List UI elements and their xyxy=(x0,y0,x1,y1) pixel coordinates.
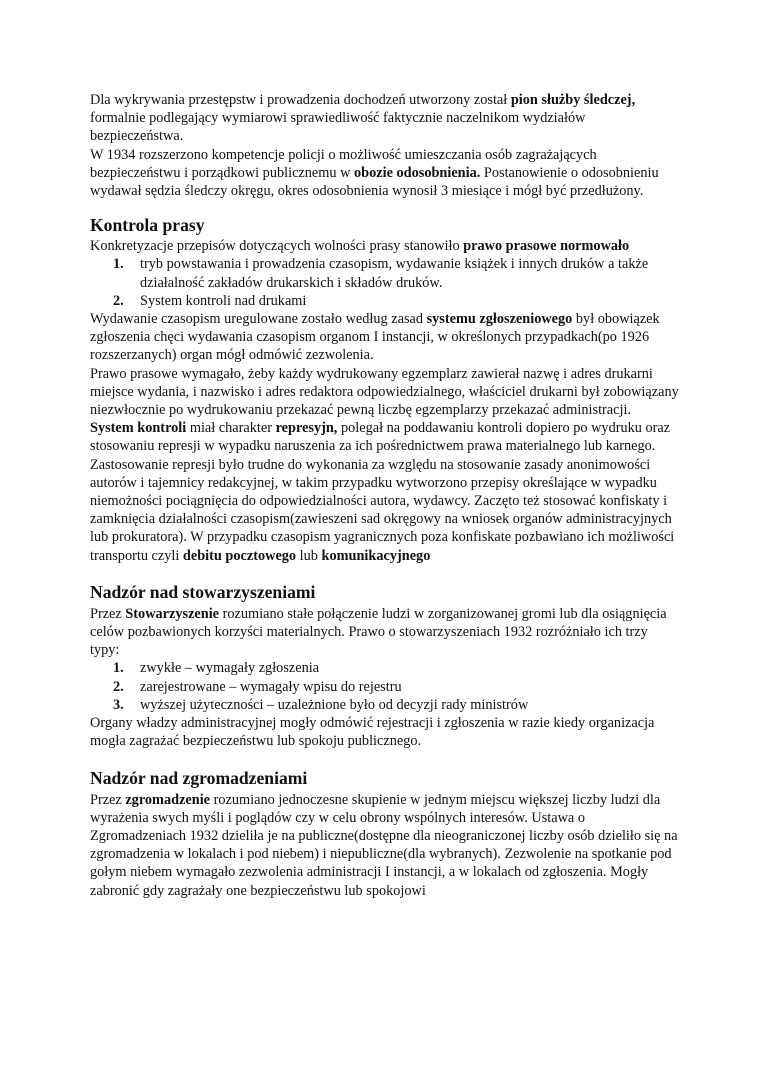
intro-paragraph-2: W 1934 rozszerzono kompetencje policji o możliwość umieszczania osób zagrażających bezpieczeństwu i porządkowi publicznemu w obozie odosobnienia. Postanowienie o odosobnieniu wydawał sędzia śledczy okręgu, okres odosobnienia wynosił 3 miesiące i mógł być przedłużony. xyxy=(90,146,659,200)
list-item: 3. wyższej użyteczności – uzależnione było od decyzji rady ministrów xyxy=(113,696,529,713)
associations-list xyxy=(90,659,680,714)
list-item: 2. zarejestrowane – wymagały wpisu do rejestru xyxy=(113,678,402,695)
press-list xyxy=(90,255,680,310)
list-item: 1. tryb powstawania i prowadzenia czasopism, wydawanie książek i innych druków a także działalność zakładów drukarskich i składów druków. xyxy=(113,256,649,291)
press-paragraph-1: Konkretyzacje przepisów dotyczących wolności prasy stanowiło prawo prasowe normowało xyxy=(90,238,630,255)
press-paragraph-3: Prawo prasowe wymagało, żeby każdy wydrukowany egzemplarz zawierał nazwę i adres drukarni miejsce wydania, i nazwisko i adres redaktora odpowiedzialnego, właściciel drukarni był zobowiązany niezwłocznie po wydrukowaniu przekazać pewną liczbę egzemplarzy przekazać administracji. xyxy=(90,365,679,419)
heading-assemblies: Nadzór nad zgromadzeniami xyxy=(90,767,308,788)
assemblies-paragraph-1: Przez zgromadzenie rozumiano jednoczesne skupienie w jednym miejscu większej liczby ludzi dla wyrażenia swych myśli i poglądów czy w celu obrony wspólnych interesów. Ustawa o Zgromadzeniach 1932 dzieliła je na publiczne(dostępne dla nieograniczonej liczby osób dzieliło się na zgromadzenia w lokalach i pod niebem) i niepubliczne(dla wybranych). Zezwolenie na spotkanie pod gołym niebem wymagało zezwolenia administracji I instancji, a w lokalach od zgłoszenia. Mogły zabronić gdy zagrażały one bezpieczeństwu lub spokojowi xyxy=(90,791,678,899)
document-content xyxy=(90,91,680,900)
press-paragraph-5: Zastosowanie represji było trudne do wykonania za względu na stosowanie zasady anonimowości autorów i tajemnicy redakcyjnej, w takim przypadku wytworzono przepisy określające w wypadku niemożności pociągnięcia do odpowiedzialności autora, wydawcy. Zaczęto też stosować konfiskaty i zamknięcia działalności czasopism(zawieszeni sad okręgowy na wniosek organów administracyjnych lub prokuratora). W przypadku czasopism yagranicznych poza konfiskate pozbawiano ich możliwości transportu czyli debitu pocztowego lub komunikacyjnego xyxy=(90,456,675,564)
heading-associations: Nadzór nad stowarzyszeniami xyxy=(90,581,316,602)
list-item: 1. zwykłe – wymagały zgłoszenia xyxy=(113,660,320,677)
press-paragraph-4: System kontroli miał charakter represyjn, polegał na poddawaniu kontroli dopiero po wydruku oraz stosowaniu represji w wypadku naruszenia za ich pośrednictwem prawa materialnego lub karnego. xyxy=(90,420,671,455)
associations-paragraph-2: Organy władzy administracyjnej mogły odmówić rejestracji i zgłoszenia w razie kiedy organizacja mogła zagrażać bezpieczeństwu lub spokoju publicznego. xyxy=(90,715,655,750)
press-paragraph-2: Wydawanie czasopism uregulowane zostało według zasad systemu zgłoszeniowego był obowiązek zgłoszenia chęci wydawania czasopism organom I instancji, w określonych przypadkach(po 1926 rozszerzanych) organ mógł odmówić zezwolenia. xyxy=(90,311,660,364)
list-item: 2. System kontroli nad drukami xyxy=(113,292,307,309)
intro-paragraph-1: Dla wykrywania przestępstw i prowadzenia dochodzeń utworzony został pion służby śledczej, formalnie podlegający wymiarowi sprawiedliwość faktycznie naczelnikom wydziałów bezpieczeństwa. xyxy=(90,92,636,145)
heading-press-control: Kontrola prasy xyxy=(90,215,205,236)
associations-paragraph-1: Przez Stowarzyszenie rozumiano stałe połączenie ludzi w zorganizowanej gromi lub dla osiągnięcia celów pozbawionych korzyści materialnych. Prawo o stowarzyszeniach 1932 rozróżniało ich trzy typy: xyxy=(90,605,667,659)
